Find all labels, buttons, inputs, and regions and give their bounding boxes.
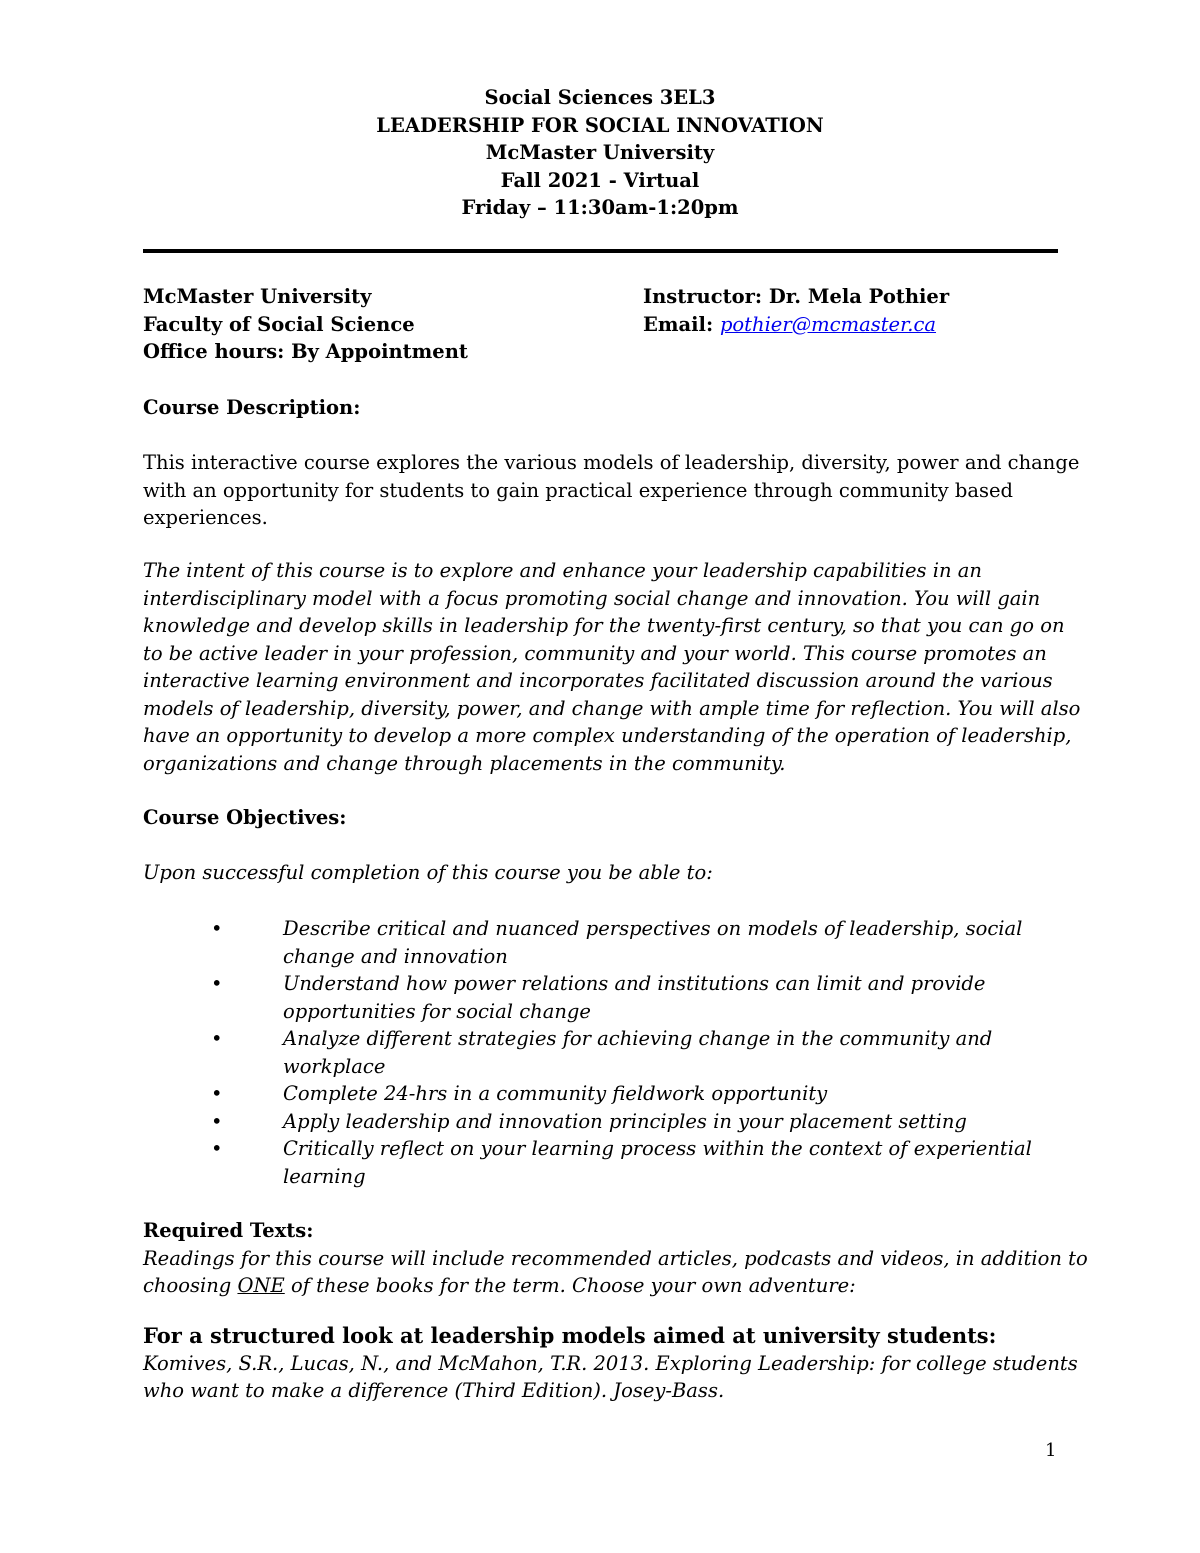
course-description-paragraph: [143, 449, 1080, 532]
objectives-intro-text: Upon successful completion of this course you be able to:: [143, 861, 713, 884]
required-texts-line: Readings for this course will include recommended articles, podcasts and videos, in addition to: [143, 1246, 1088, 1270]
list-item-line: Apply leadership and innovation principles in your placement setting: [283, 1109, 967, 1133]
schedule: Friday – 11:30am-1:20pm: [461, 196, 739, 219]
course-description-heading: Course Description:: [143, 396, 361, 419]
required-texts-heading: Required Texts:: [143, 1219, 314, 1242]
page-number: 1: [1045, 1440, 1057, 1461]
list-item-line: learning: [283, 1164, 366, 1188]
bullet-icon: •: [211, 972, 223, 995]
paragraph-line: interactive learning environment and incorporates facilitated discussion around the various: [143, 669, 1053, 692]
book-reference-line: Komives, S.R., Lucas, N., and McMahon, T.R. 2013. Exploring Leadership: for college students: [143, 1351, 1078, 1375]
list-item-line: opportunities for social change: [283, 999, 591, 1023]
list-item-line: Analyze different strategies for achieving change in the community and: [283, 1027, 993, 1050]
bullet-icon: •: [211, 1082, 223, 1105]
list-item-line: workplace: [283, 1054, 386, 1078]
list-item: [143, 1108, 1063, 1136]
course-description-section: [143, 394, 1063, 422]
paragraph-line: This interactive course explores the various models of leadership, diversity, power and change: [143, 451, 1080, 474]
email-link[interactable]: pothier@mcmaster.ca: [719, 312, 937, 336]
list-item: [143, 915, 1063, 970]
course-intent-paragraph: [143, 557, 1081, 777]
info-office-hours: Office hours: By Appointment: [143, 340, 468, 363]
list-item-line: Describe critical and nuanced perspectives on models of leadership, social: [283, 917, 1023, 940]
university-name: McMaster University: [485, 141, 715, 164]
list-item: [143, 970, 1063, 1025]
list-item-line: Critically reflect on your learning process within the context of experiential: [283, 1137, 1032, 1160]
course-code: Social Sciences 3EL3: [484, 86, 716, 109]
paragraph-line: to be active leader in your profession, community and your world. This course promotes an: [143, 641, 1047, 665]
course-header: [0, 84, 1200, 222]
info-university: McMaster University: [143, 285, 372, 308]
text-segment: choosing: [143, 1274, 238, 1297]
objectives-list: [143, 915, 1063, 1190]
term: Fall 2021 - Virtual: [500, 168, 700, 192]
bullet-icon: •: [211, 917, 223, 940]
paragraph-line: organizations and change through placements in the community.: [143, 751, 786, 775]
course-info-left: [143, 283, 468, 366]
objectives-intro: [143, 859, 1063, 887]
paragraph-line: interdisciplinary model with a focus promoting social change and innovation. You will gain: [143, 586, 1041, 610]
required-texts-line: [143, 1272, 1063, 1300]
paragraph-line: models of leadership, diversity, power, and change with ample time for reflection. You will also: [143, 696, 1081, 720]
list-item: [143, 1135, 1063, 1190]
paragraph-line: have an opportunity to develop a more complex understanding of the operation of leadership,: [143, 724, 1072, 747]
course-info-right: [643, 283, 949, 338]
course-objectives-heading: Course Objectives:: [143, 806, 347, 829]
course-title: LEADERSHIP FOR SOCIAL INNOVATION: [376, 113, 824, 137]
info-faculty: Faculty of Social Science: [143, 312, 415, 336]
book-option-heading: For a structured look at leadership models aimed at university students:: [143, 1323, 997, 1348]
list-item: [143, 1025, 1063, 1080]
emphasized-text: ONE: [237, 1274, 285, 1297]
bullet-icon: •: [211, 1109, 223, 1133]
required-texts-section: [143, 1217, 1088, 1300]
text-segment: of these books for the term. Choose your own adventure:: [284, 1274, 856, 1297]
list-item-line: Understand how power relations and institutions can limit and provide: [283, 972, 986, 995]
header-divider: [143, 249, 1058, 253]
bullet-icon: •: [211, 1137, 223, 1160]
list-item-line: Complete 24-hrs in a community fieldwork opportunity: [283, 1082, 828, 1105]
paragraph-line: with an opportunity for students to gain practical experience through community based: [143, 478, 1014, 502]
course-objectives-section: [143, 804, 1063, 832]
email-label: Email:: [643, 312, 714, 336]
list-item-line: change and innovation: [283, 944, 508, 968]
paragraph-line: knowledge and develop skills in leadership for the twenty-first century, so that you can go on: [143, 614, 1065, 637]
paragraph-line: The intent of this course is to explore and enhance your leadership capabilities in an: [143, 559, 982, 582]
bullet-icon: •: [211, 1027, 223, 1050]
info-instructor: Instructor: Dr. Mela Pothier: [643, 285, 950, 308]
info-email-line: [643, 311, 949, 339]
paragraph-line: experiences.: [143, 506, 268, 529]
list-item: [143, 1080, 1063, 1108]
book-reference-line: who want to make a difference (Third Edition). Josey-Bass.: [143, 1379, 725, 1402]
book-option-section: [143, 1322, 1078, 1405]
